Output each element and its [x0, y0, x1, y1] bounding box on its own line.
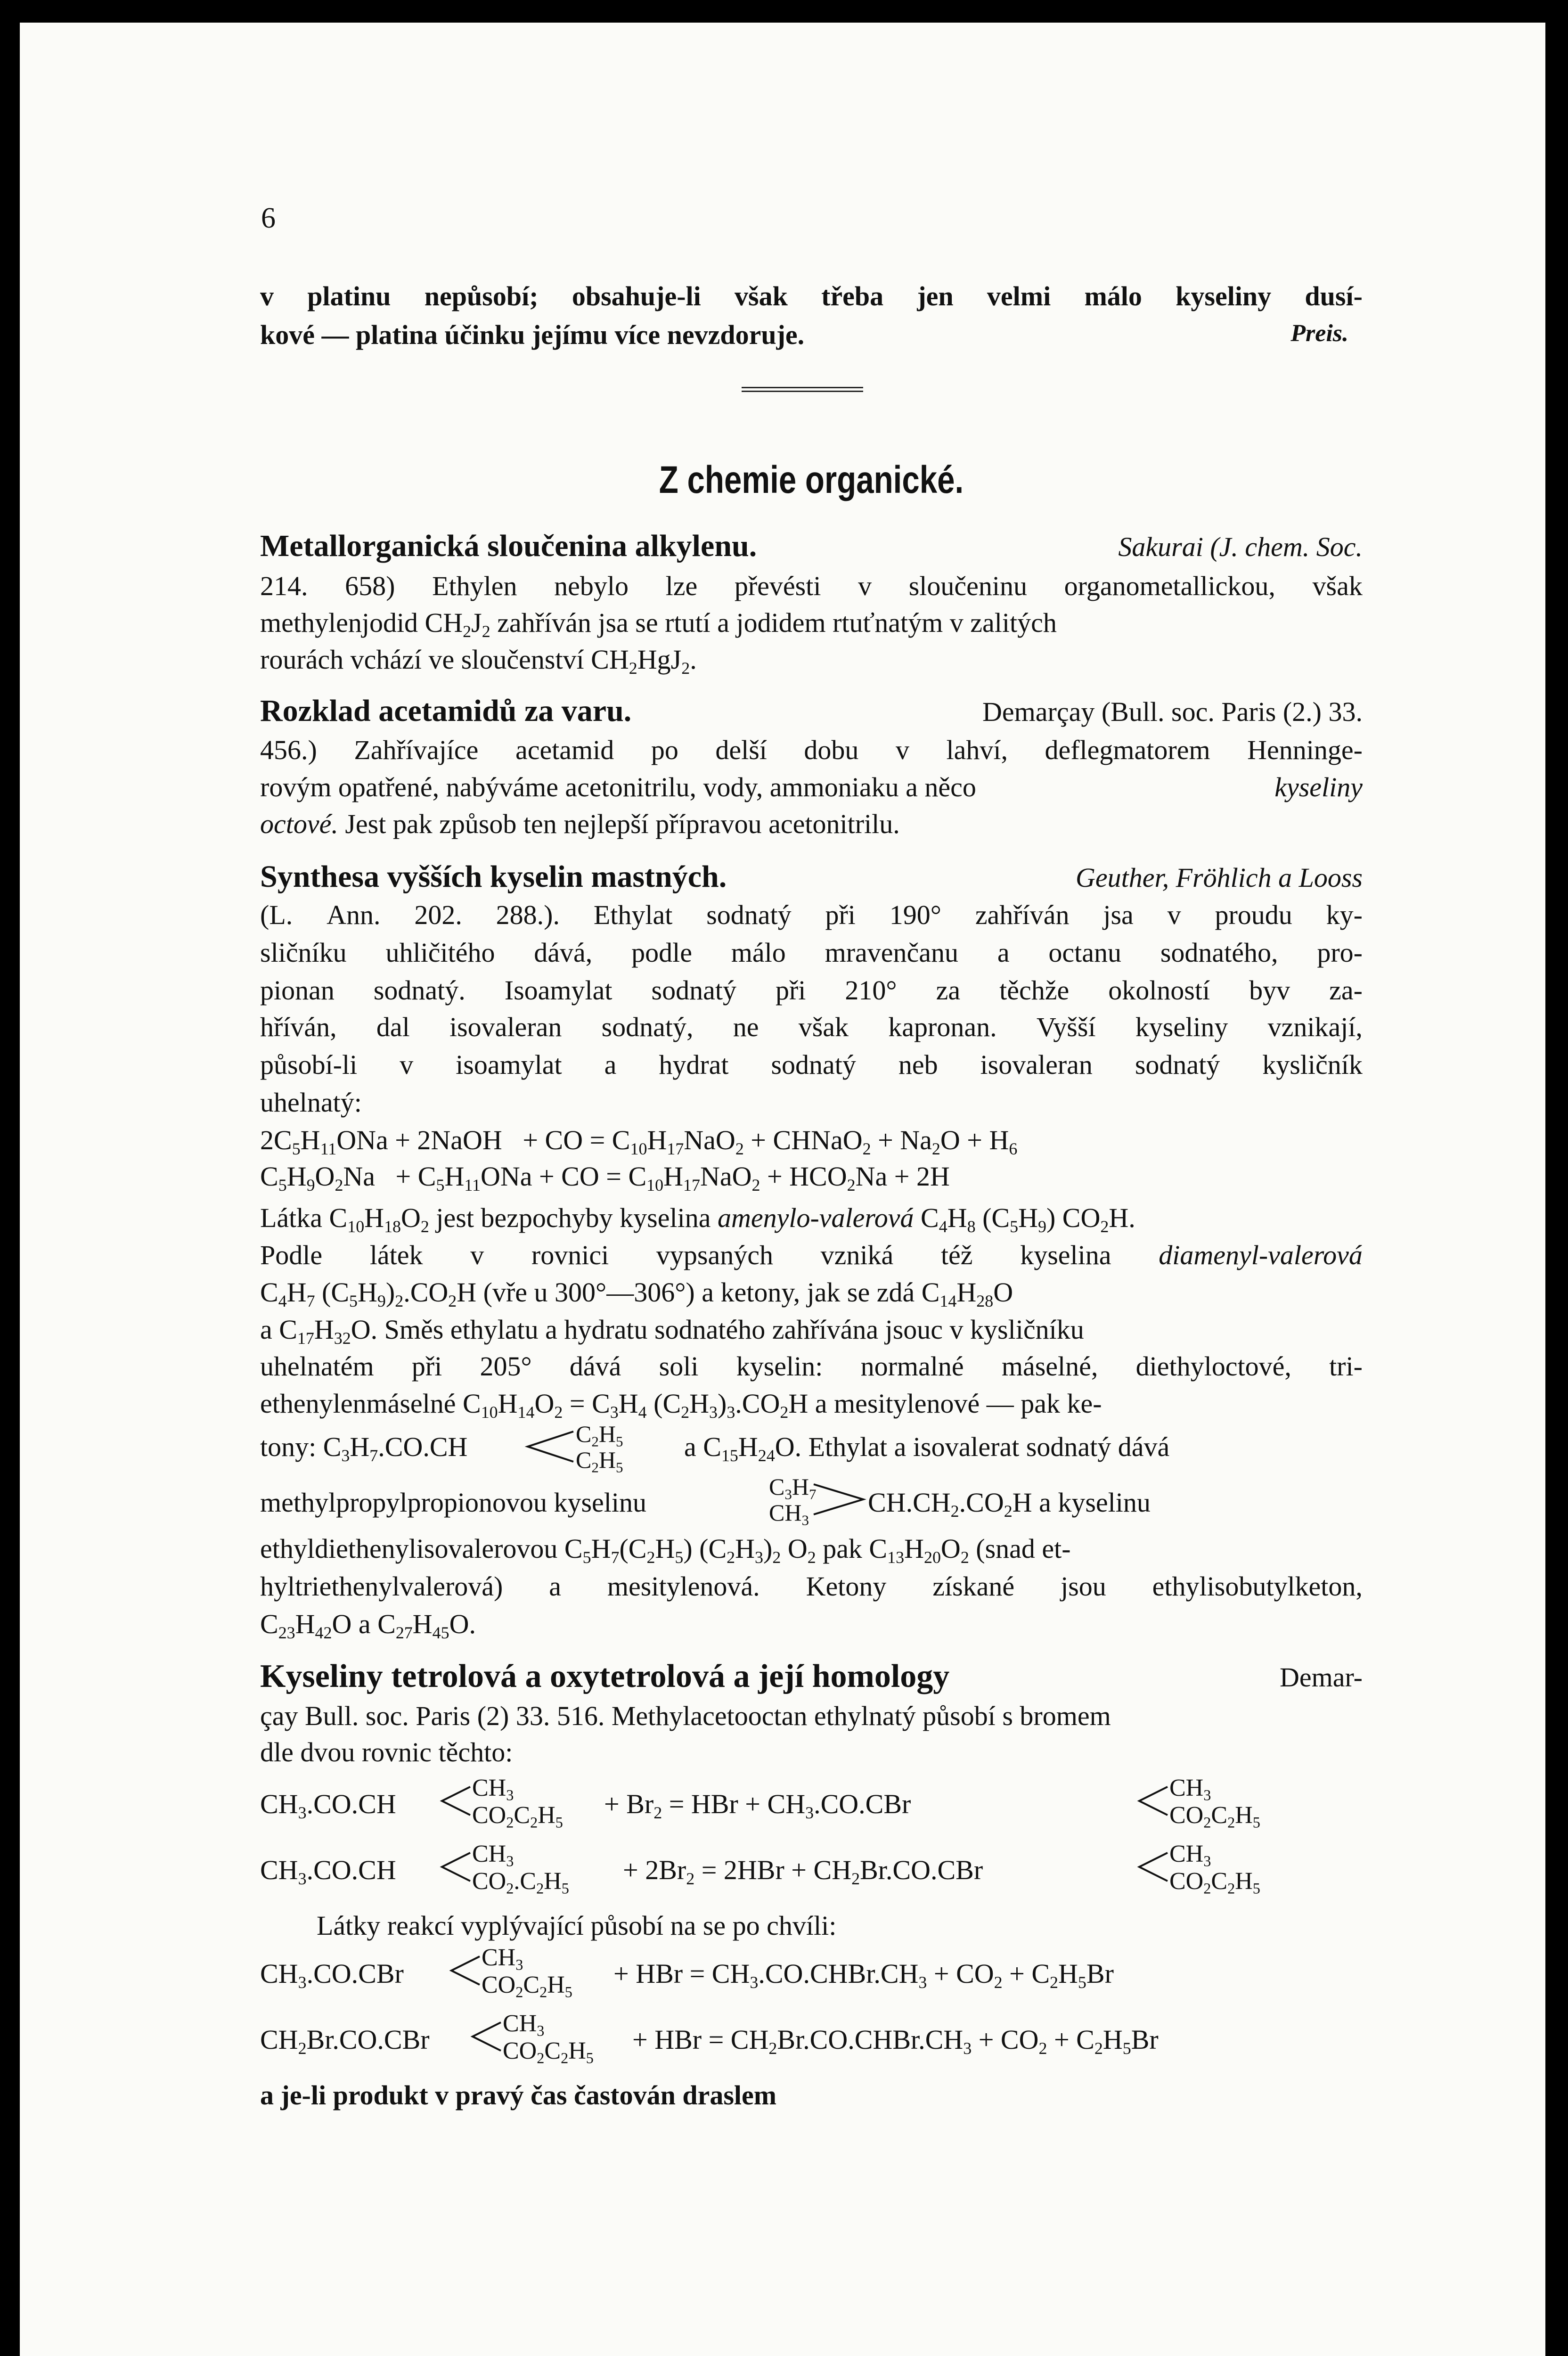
s1-line-2: 214. 658) Ethylen nebylo lze převésti v sloučeninu organometallickou, však: [260, 571, 1363, 601]
s3-line-11: a $C_{17}H_{32}O$. Směs ethylatu a hydratu sodnatého zahřívána jsouc v kysličníku: [260, 1314, 1084, 1348]
s2-heading: Rozklad acetamidů za varu.: [260, 694, 632, 728]
s3-heading: Synthesa vyšších kyselin mastných.: [260, 859, 727, 894]
s2-line-3: rovým opatřené, nabýváme acetonitrilu, vody, ammoniaku a něco kyseliny: [260, 772, 1363, 802]
s1-line-4: rourách vchází ve sloučenství $CH_2HgJ_2$.: [260, 644, 697, 678]
equation-2: $C_5H_9O_2Na + C_5H_{11}ONa$ + CO = $C_{10}H_{17}NaO_2 + HCO_2Na + 2H$: [260, 1161, 950, 1194]
page-number: 6: [261, 202, 276, 234]
s1-line-1: Metallorganická sloučenina alkylenu. Sakurai (J. chem. Soc.: [260, 529, 1363, 563]
s3-line-17: hyltriethenylvalerová) a mesitylenová. Ketony získané jsou ethylisobutylketon,: [260, 1571, 1363, 1602]
intro-author: Preis.: [1290, 320, 1348, 347]
s3-line-10: $C_4H_7$ $(C_5H_9)_2.CO_2H$ (vře u 300°—306°) a ketony, jak se zdá $C_{14}H_{28}O$: [260, 1277, 1013, 1310]
s3-line-4: pionan sodnatý. Isoamylat sodnatý při 210° za těchže okolností byv za-: [260, 975, 1363, 1006]
intro-line-2: kové — platina účinku jejímu více nevzdoruje. Preis.: [260, 319, 1348, 350]
s4-heading: Kyseliny tetrolová a oxytetrolová a její homology: [260, 1658, 950, 1694]
s3-line-1: Synthesa vyšších kyselin mastných. Geuther, Fröhlich a Looss: [260, 859, 1363, 894]
section-title: Z chemie organické.: [659, 458, 964, 501]
s3-line-6: působí-li v isoamylat a hydrat sodnatý neb isovaleran sodnatý kysličník: [260, 1049, 1363, 1080]
s2-line-4: octové. Jest pak způsob ten nejlepší přípravou acetonitrilu.: [260, 809, 900, 839]
s3-line-3: sličníku uhličitého dává, podle málo mravenčanu a octanu sodnatého, pro-: [260, 937, 1363, 968]
equation-4: $CH_3.CO.CH$ $CH_3$ $CO_2.C_2H_5$ + $2Br_2 = 2HBr + CH_2Br.CO.CBr$ $CH_3$ $CO_2C_2H_5$: [260, 1841, 1260, 1897]
s3-line-14: tony: $C_3H_7.CO.CH$ $C_2H_5$ $C_2H_5$ a $C_{15}H_{24}O$. Ethylat a isovalerat sodnatý dává: [260, 1421, 1170, 1476]
s2-line-2: 456.) Zahřívajíce acetamid po delší dobu v lahví, deflegmatorem Henninge-: [260, 735, 1363, 765]
equation-5: $CH_3.CO.CBr$ $CH_3$ $CO_2C_2H_5$ + HBr = $CH_3.CO.CHBr.CH_3 + CO_2 + C_2H_5Br$: [260, 1944, 1114, 2001]
s1-line-3: methylenjodid $CH_2J_2$ zahříván jsa se rtutí a jodidem rtuťnatým v zalitých: [260, 607, 1057, 641]
equation-3: $CH_3.CO.CH$ $CH_3$ $CO_2C_2H_5$ + $Br_2$ = HBr + $CH_3.CO.CBr$ $CH_3$ $CO_2C_2H_5$: [260, 1775, 1260, 1831]
s4-line-4: Látky reakcí vyplývající působí na se po chvíli:: [317, 1910, 837, 1941]
equation-1: $2C_5H_{11}ONa$ + 2NaOH + CO = $C_{10}H_{17}NaO_2$ + CHNaO$_2$ + $Na_2O + H_6$: [260, 1125, 1018, 1158]
equation-6: $CH_2Br.CO.CBr$ $CH_3$ $CO_2C_2H_5$ + HBr = $CH_2Br.CO.CHBr.CH_3 + CO_2 + C_2H_5Br$: [260, 2010, 1159, 2067]
s4-line-1: Kyseliny tetrolová a oxytetrolová a její homology Demar-: [260, 1658, 1363, 1694]
s3-line-12: uhelnatém při 205° dává soli kyselin: normalné máselné, diethyloctové, tri-: [260, 1351, 1363, 1382]
s1-heading: Metallorganická sloučenina alkylenu.: [260, 529, 757, 563]
s3-line-18: $C_{23}H_{42}O$ a $C_{27}H_{45}O$.: [260, 1609, 476, 1642]
s4-line-3: dle dvou rovnic těchto:: [260, 1737, 513, 1767]
s3-line-9: Podle látek v rovnici vypsaných vzniká též kyselina diamenyl-valerová: [260, 1240, 1363, 1270]
s3-line-8: Látka $C_{10}H_{18}O_2$ jest bezpochyby kyselina amenylo-valerová $C_4H_8$ $(C_5H_9)$ $CO_2H$.: [260, 1203, 1135, 1236]
s3-line-5: hříván, dal isovaleran sodnatý, ne však kapronan. Vyšší kyseliny vznikají,: [260, 1012, 1363, 1042]
s4-line-5: a je-li produkt v pravý čas častován draslem: [260, 2080, 777, 2111]
intro-line-1: v platinu nepůsobí; obsahuje-li však třeba jen velmi málo kyseliny dusí-: [260, 281, 1363, 311]
s2-line-1: Rozklad acetamidů za varu. Demarçay (Bull. soc. Paris (2.) 33.: [260, 694, 1363, 728]
s4-line-2: çay Bull. soc. Paris (2) 33. 516. Methylacetooctan ethylnatý působí s bromem: [260, 1701, 1111, 1731]
s3-line-16: ethyldiethenylisovalerovou $C_5H_7(C_2H_5)$ $(C_2H_3)_2$ $O_2$ pak $C_{13}H_{20}O_2$ (snad et-: [260, 1533, 1071, 1567]
section-divider: [742, 387, 863, 392]
s3-line-15: methylpropylpropionovou kyselinu $C_3H_7$ $CH_3$ $CH.CH_2.CO_2H$ a kyselinu: [260, 1473, 1151, 1529]
s3-line-13: ethenylenmáselné $C_{10}H_{14}O_2 = C_3H_4$ $(C_2H_3)_3.CO_2H$ a mesitylenové — pak ke-: [260, 1388, 1102, 1422]
s3-line-2: (L. Ann. 202. 288.). Ethylat sodnatý při 190° zahříván jsa v proudu ky-: [260, 900, 1363, 930]
page: [20, 23, 1545, 2356]
s3-line-7: uhelnatý:: [260, 1087, 362, 1118]
text-column: [260, 23, 1363, 2356]
